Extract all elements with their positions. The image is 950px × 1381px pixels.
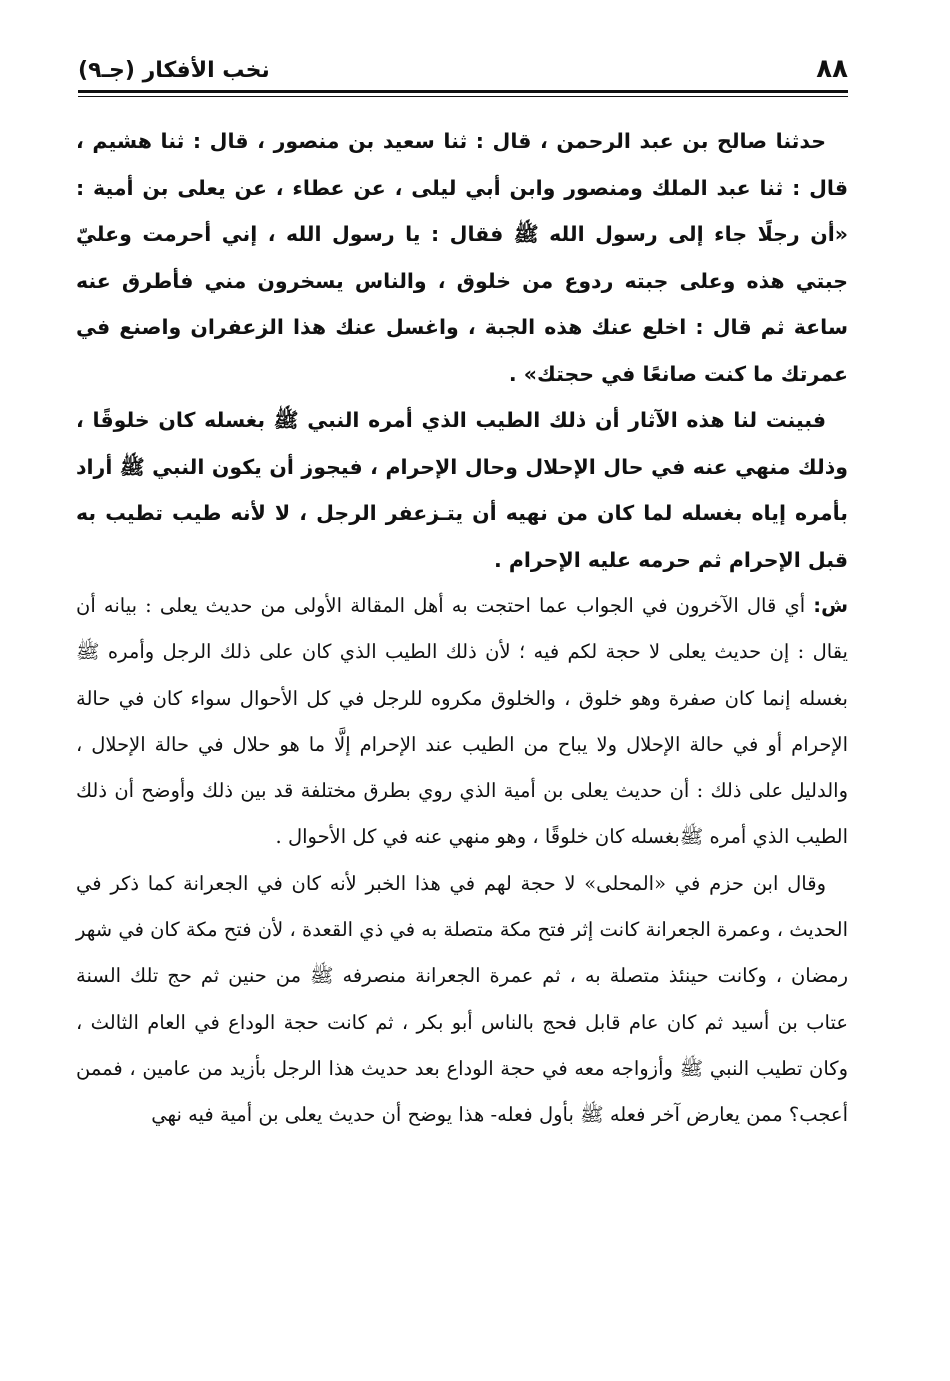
sharh-label: ش: [813, 594, 848, 617]
header-rule [78, 90, 848, 93]
tahawi-paragraph: فبينت لنا هذه الآثار أن ذلك الطيب الذي أمره النبي ﷺ بغسله كان خلوقًا ، وذلك منهي عنه في حال الإحلال وحال الإحرام ، فيجوز أن يكون النبي ﷺ أراد بأمره إياه بغسله لما كان من نهيه أن يتـزعفر الرجل ، لا لأنه طيب تطيب به قبل الإحرام ثم حرمه عليه الإحرام . [76, 408, 848, 572]
page-number: ٨٨ [816, 54, 848, 84]
ibn-hazm-paragraph: وقال ابن حزم في «المحلى» لا حجة لهم في هذا الخبر لأنه كان في الجعرانة كما ذكر في الحديث ، وعمرة الجعرانة كانت إثر فتح مكة متصلة به في ذي القعدة ، لأن فتح مكة كان في شهر رمضان ، وكانت حينئذ متصلة به ، ثم عمرة الجعرانة منصرفه ﷺ من حنين ثم حج تلك السنة عتاب بن أسيد ثم كان عام قابل فحج بالناس أبو بكر ، ثم كانت حجة الوداع في العام الثالث ، وكان تطيب النبي ﷺ وأزواجه معه في حجة الوداع بعد حديث هذا الرجل بأزيد من عامين ، فممن أعجب؟ ممن يعارض آخر فعله ﷺ بأول فعله- هذا يوضح أن حديث يعلى بن أمية فيه نهي [76, 871, 848, 1127]
page-body [76, 118, 848, 1139]
sharh-text: أي قال الآخرون في الجواب عما احتجت به أهل المقالة الأولى من حديث يعلى : بيانه أن يقال : إن حديث يعلى لا حجة لكم فيه ؛ لأن ذلك الطيب الذي كان على ذلك الرجل وأمره ﷺ بغسله إنما كان صفرة وهو خلوق ، والخلوق مكروه للرجل في كل الأحوال سواء كان في حالة الإحرام أو في حالة الإحلال ولا يباح من الطيب عند الإحرام إلَّا ما هو حلال في حالة الإحلال ، والدليل على ذلك : أن حديث يعلى بن أمية الذي روي بطرق مختلفة قد بين ذلك وأوضح أن ذلك الطيب الذي أمره ﷺبغسله كان خلوقًا ، وهو منهي عنه في كل الأحوال . [76, 594, 848, 849]
header-rule-thin [78, 96, 848, 97]
sharh-paragraph [76, 583, 848, 861]
book-title: نخب الأفكار (جـ٩) [78, 58, 270, 83]
hadith-paragraph: حدثنا صالح بن عبد الرحمن ، قال : ثنا سعيد بن منصور ، قال : ثنا هشيم ، قال : ثنا عبد الملك ومنصور وابن أبي ليلى ، عن عطاء ، عن يعلى بن أمية : «أن رجلًا جاء إلى رسول الله ﷺ فقال : يا رسول الله ، إني أحرمت وعليّ جبتي هذه وعلى جبته ردوع من خلوق ، والناس يسخرون مني فأطرق عنه ساعة ثم قال : اخلع عنك هذه الجبة ، واغسل عنك هذا الزعفران واصنع في عمرتك ما كنت صانعًا في حجتك» . [76, 129, 848, 386]
page-header [78, 52, 848, 92]
